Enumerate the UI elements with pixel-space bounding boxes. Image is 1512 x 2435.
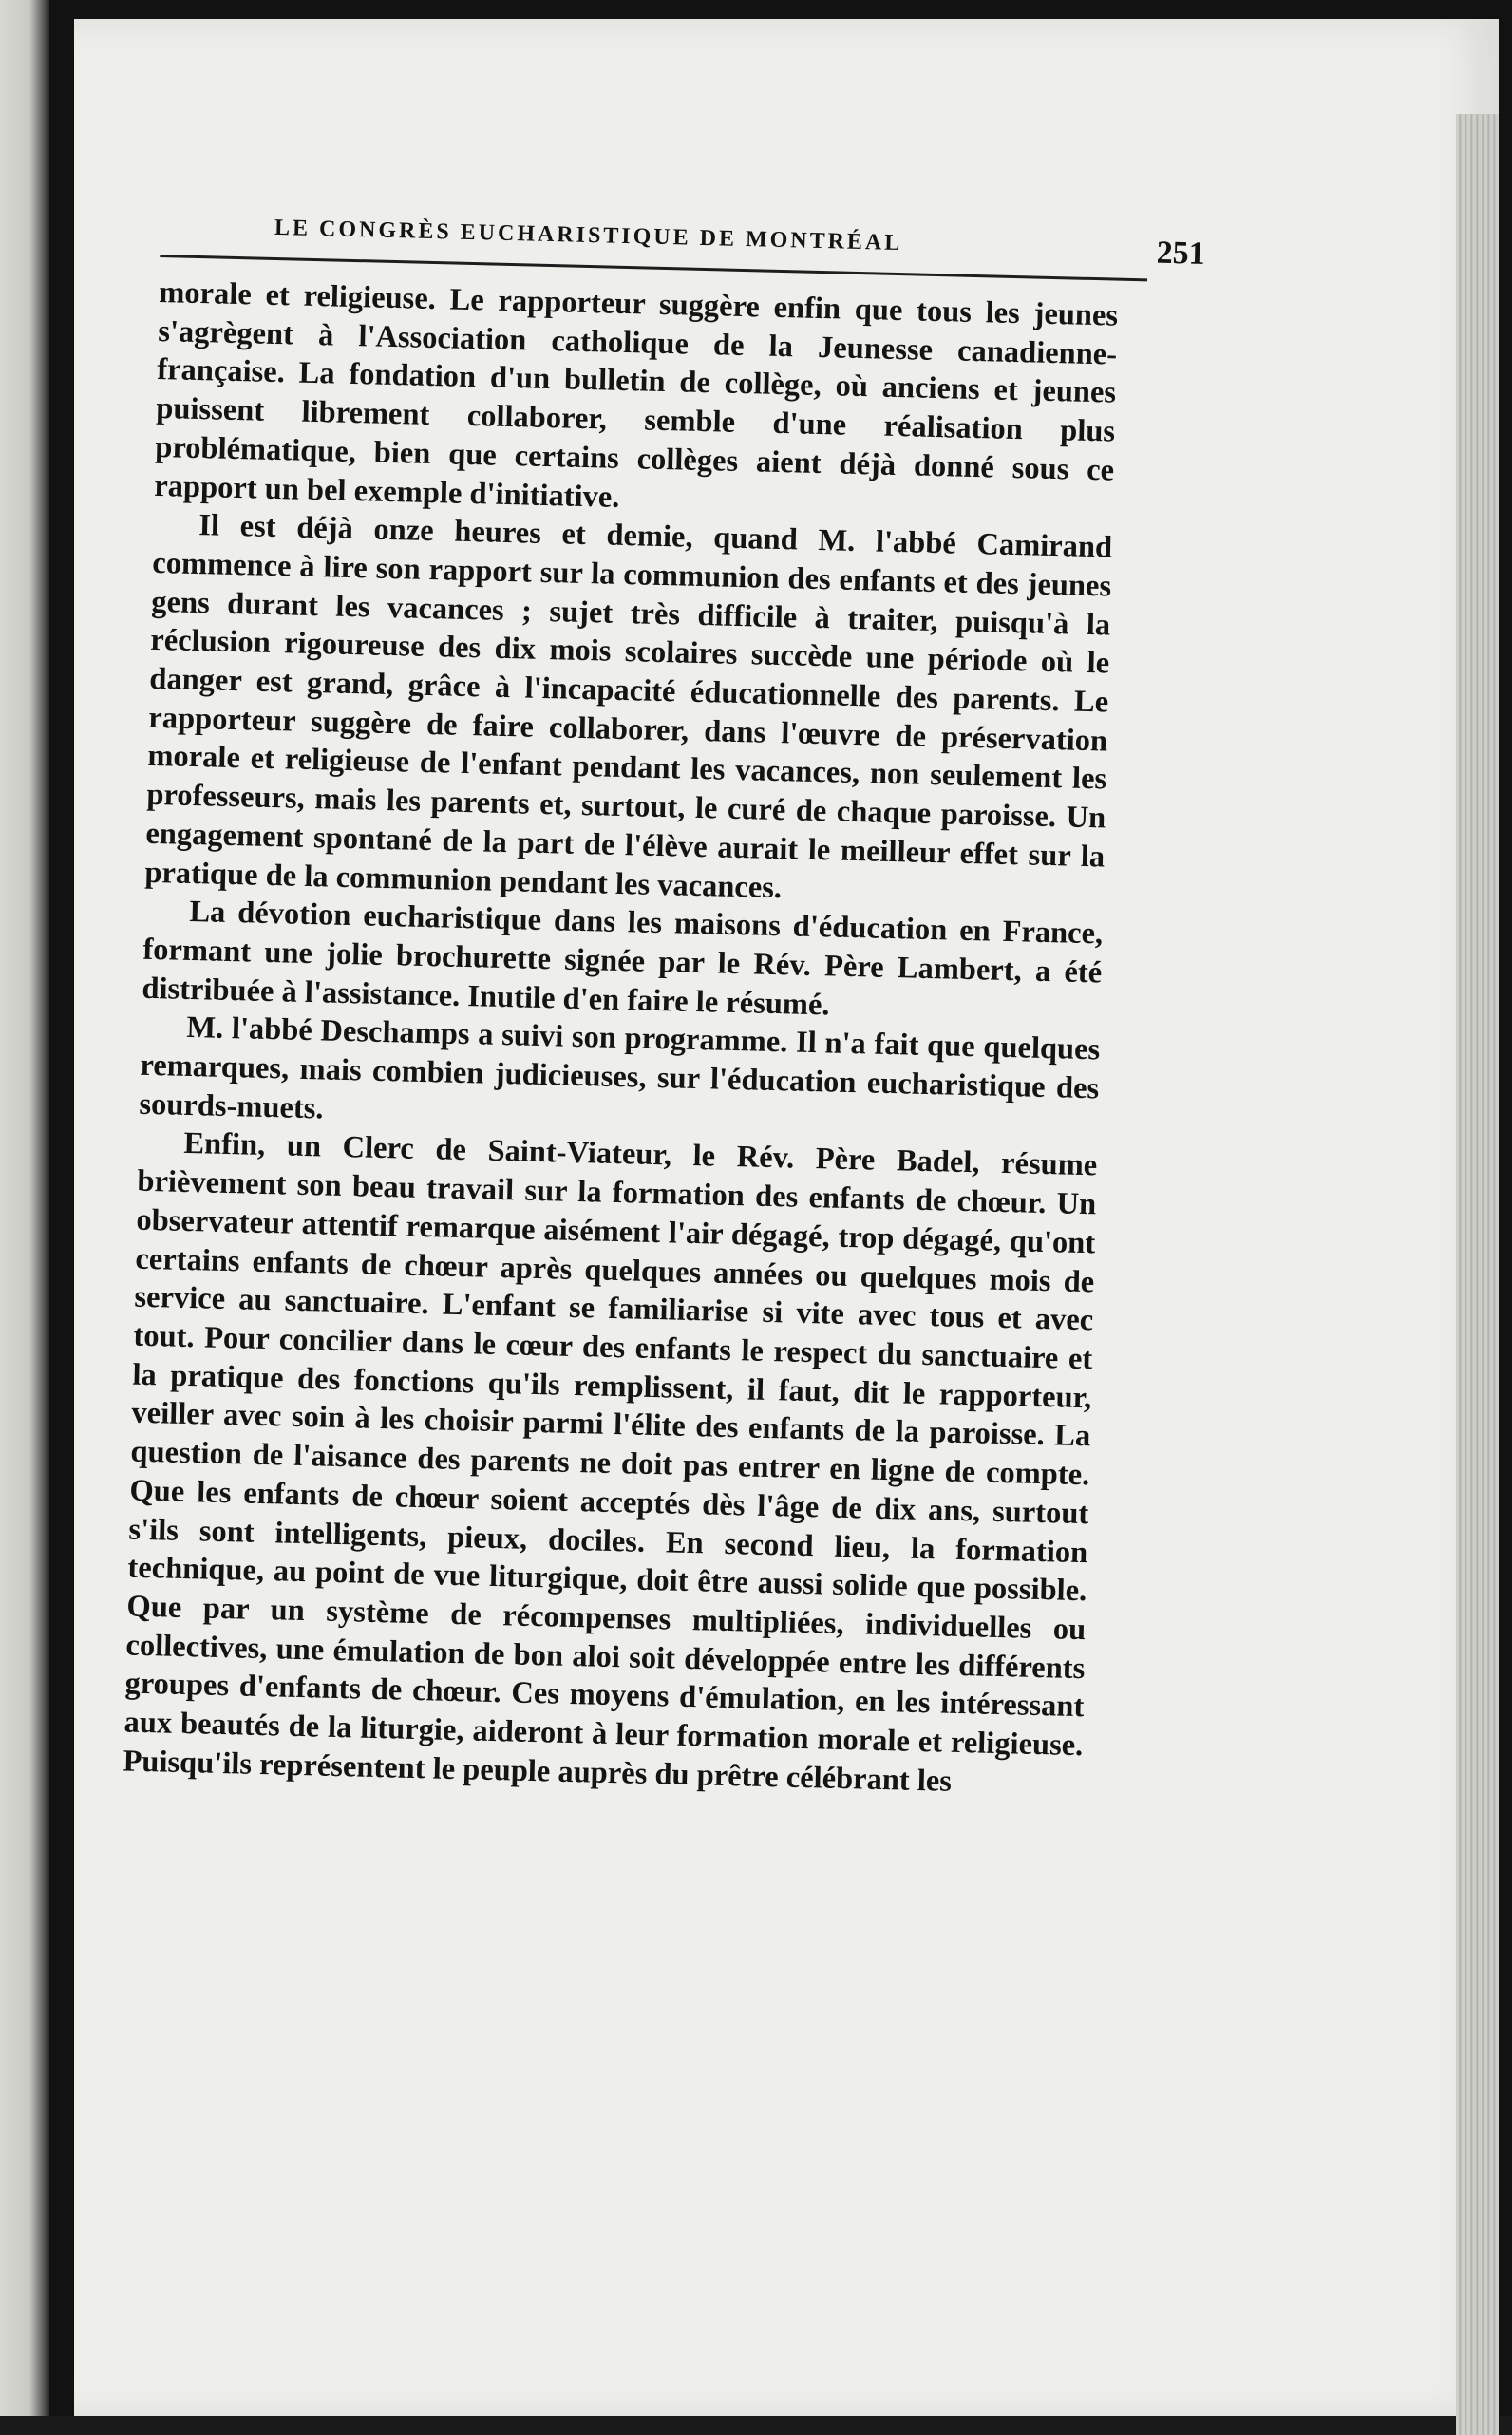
- page-number: 251: [1156, 235, 1206, 272]
- paragraph-2: Il est déjà onze heures et demie, quand M. l'abbé Camirand commence à lire son rapport sur la communion des enfants et des jeunes gens durant les vacances ; sujet très difficile à traiter, puisqu'à la réclusion rigoureuse des dix mois scolaires succède une période où le danger est grand, grâce à l'incapacité éducationnelle des parents. Le rapporteur suggère de faire collaborer, dans l'œuvre de préservation morale et religieuse de l'enfant pendant les vacances, non seulement les professeurs, mais les parents et, surtout, le curé de chaque paroisse. Un engagement spontané de la part de l'élève aurait le meilleur effet sur la pratique de la communion pendant les vacances.: [144, 508, 1113, 905]
- page-stack-edge: [1456, 114, 1499, 2435]
- book-page: [74, 19, 1499, 2416]
- paragraph-4: M. l'abbé Deschamps a suivi son programme. Il n'a fait que quelques remarques, mais combien judicieuses, sur l'éducation eucharistique des sourds-muets.: [139, 1010, 1101, 1126]
- paragraph-5: Enfin, un Clerc de Saint-Viateur, le Rév. Père Badel, résume brièvement son beau travail sur la formation des enfants de chœur. Un observateur attentif remarque aisément l'air dégagé, trop dégagé, qu'ont certains enfants de chœur après quelques années ou quelques mois de service au sanctuaire. L'enfant se familiarise si vite avec tous et avec tout. Pour concilier dans le cœur des enfants le respect du sanctuaire et la pratique des fonctions qu'ils remplissent, il faut, dit le rapporteur, veiller avec soin à les choisir parmi l'élite des enfants de la paroisse. La question de l'aisance des parents ne doit pas entrer en ligne de compte. Que les enfants de chœur soient acceptés dès l'âge de dix ans, surtout s'ils sont intelligents, pieux, dociles. En second lieu, la formation technique, au point de vue liturgique, doit être aussi solide que possible. Que par un système de récompenses multipliées, individuelles ou collectives, une émulation de bon aloi soit développée entre les différents groupes d'enfants de chœur. Ces moyens d'émulation, en les intéressant aux beautés de la liturgie, aideront à leur formation morale et religieuse. Puisqu'ils représentent le peuple auprès du prêtre célébrant les: [123, 1126, 1098, 1799]
- left-page-edge: [0, 0, 49, 2416]
- running-head: LE CONGRÈS EUCHARISTIQUE DE MONTRÉAL: [274, 215, 903, 256]
- body-text: [123, 274, 1118, 1804]
- page-content: [123, 190, 1206, 1806]
- paragraph-1: morale et religieuse. Le rapporteur suggère enfin que tous les jeunes s'agrègent à l'Association catholique de la Jeunesse canadienne-française. La fondation d'un bulletin de collège, où anciens et jeunes puissent librement collaborer, semble d'une réalisation plus problématique, bien que certains collèges aient déjà donné sous ce rapport un bel exemple d'initiative.: [153, 274, 1119, 515]
- paragraph-3: La dévotion eucharistique dans les maisons d'éducation en France, formant une jolie brochurette signée par le Rév. Père Lambert, a été distribuée à l'assistance. Inutile d'en faire le résumé.: [142, 895, 1104, 1023]
- page-header: [160, 190, 1205, 282]
